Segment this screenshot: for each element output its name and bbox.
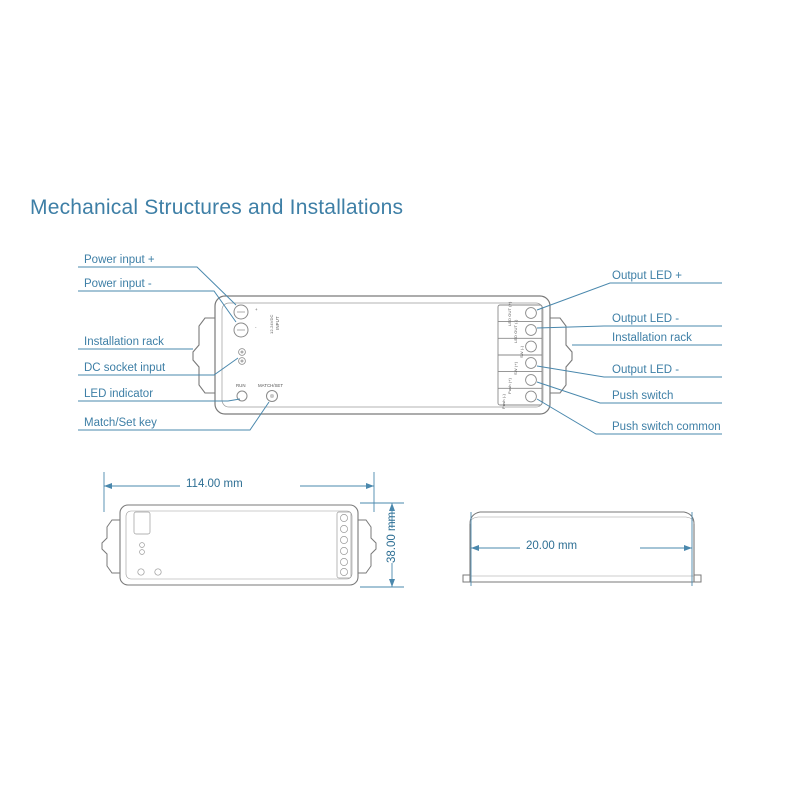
callout-output-led-minus-2: Output LED - <box>612 364 680 376</box>
callout-installation-rack-right: Installation rack <box>612 332 692 344</box>
callout-push-switch-common: Push switch common <box>612 421 721 433</box>
dimension-depth: 20.00 mm <box>526 540 578 552</box>
callout-output-led-plus: Output LED + <box>612 270 682 282</box>
marking-terminal-sw-plus: SW (+) <box>513 361 518 375</box>
marking-terminal-led-out-plus: LED OUT (+) <box>507 301 512 326</box>
marking-terminal-sw-minus: SW (-) <box>519 345 524 358</box>
marking-run: RUN <box>236 383 246 388</box>
marking-terminal-push-minus: Push (-) <box>501 393 506 409</box>
depth-dimension <box>471 512 692 586</box>
marking-input-minus: - <box>255 325 257 330</box>
marking-match-set: MATCH/SET <box>258 383 284 388</box>
callout-dc-socket-input: DC socket input <box>84 362 166 374</box>
marking-terminal-push-plus: Push (+) <box>507 377 512 394</box>
callout-output-led-minus-1: Output LED - <box>612 313 680 325</box>
device-side-view <box>463 512 701 582</box>
callout-installation-rack-left: Installation rack <box>84 336 164 348</box>
dimension-length: 114.00 mm <box>186 478 243 490</box>
right-leader-lines <box>537 283 722 434</box>
device-dimension-top-view <box>102 505 376 585</box>
page-title: Mechanical Structures and Installations <box>30 196 404 219</box>
callout-push-switch: Push switch <box>612 390 674 402</box>
input-terminals <box>234 305 248 337</box>
callout-power-input-minus: Power input - <box>84 278 152 290</box>
marking-input-plus: + <box>255 307 258 312</box>
marking-input-text: INPUT <box>275 316 280 330</box>
led-indicator-and-key <box>237 391 278 402</box>
left-leader-lines <box>78 267 269 430</box>
callout-power-input-plus: Power input + <box>84 254 155 266</box>
marking-terminal-led-out-minus: LED OUT (-) <box>513 319 518 343</box>
callout-match-set-key: Match/Set key <box>84 417 157 429</box>
dimension-height: 38.00 mm <box>386 511 398 563</box>
marking-input-spec: 12-24VDC <box>269 314 274 334</box>
dc-socket-input <box>239 349 246 365</box>
callout-led-indicator: LED indicator <box>84 388 154 400</box>
